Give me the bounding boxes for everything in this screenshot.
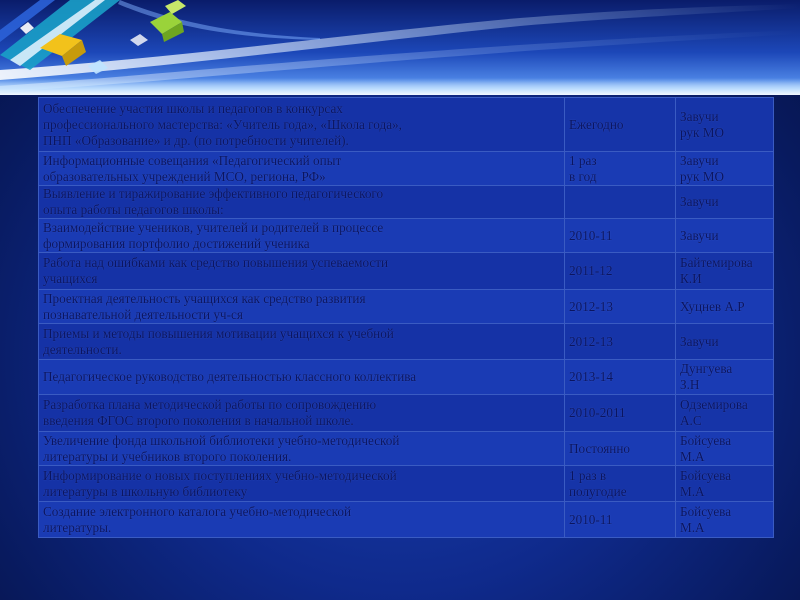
responsible-cell [676, 152, 774, 186]
table-row [39, 502, 774, 538]
responsible-cell-line: Бойсуева [680, 503, 732, 519]
timing-cell [565, 502, 676, 538]
responsible-cell-line: Хуцнев А.Р [680, 298, 745, 314]
table-row [39, 360, 774, 395]
responsible-cell-line: рук МО [680, 124, 724, 140]
activity-cell [39, 360, 565, 395]
responsible-cell [676, 432, 774, 466]
table-row [39, 219, 774, 253]
activity-cell-line: образовательных учреждений МСО, региона, РФ» [43, 168, 326, 184]
activity-cell [39, 290, 565, 324]
responsible-cell-line: Завучи [680, 194, 719, 209]
table-row [39, 432, 774, 466]
activity-cell-line: познавательной деятельности уч-ся [43, 306, 243, 322]
timing-cell [565, 219, 676, 253]
timing-cell-line: 1 раз в [569, 467, 607, 483]
activity-cell [39, 502, 565, 538]
responsible-cell-line: Завучи [680, 227, 719, 243]
responsible-cell-line: К.И [680, 271, 702, 286]
responsible-cell [676, 324, 774, 360]
timing-cell-line: 2012-13 [569, 333, 613, 349]
timing-cell [565, 432, 676, 466]
table-row [39, 324, 774, 360]
activity-cell [39, 395, 565, 432]
activity-cell [39, 466, 565, 502]
timing-cell [565, 253, 676, 290]
activity-cell-line: Информирование о новых поступлениях учебно-методической [43, 467, 397, 483]
timing-cell-line: полугодие [569, 483, 627, 499]
activity-cell-line: деятельности. [43, 341, 122, 357]
activity-cell-line: Создание электронного каталога учебно-методической [43, 503, 352, 519]
timing-cell [565, 186, 676, 219]
activity-cell [39, 324, 565, 360]
activity-cell-line: литературы. [43, 519, 112, 535]
responsible-cell-line: Одземирова [680, 397, 748, 412]
timing-cell [565, 395, 676, 432]
timing-cell [565, 324, 676, 360]
table-row [39, 466, 774, 502]
responsible-cell-line: А.С [680, 413, 702, 428]
activity-cell-line: Разработка плана методической работы по сопровождению [43, 397, 377, 412]
timing-cell [565, 98, 676, 152]
timing-cell-line: 2010-11 [569, 511, 613, 527]
table-row [39, 395, 774, 432]
activity-cell-line: опыта работы педагогов школы: [43, 202, 224, 217]
timing-cell-line: Постоянно [569, 440, 631, 456]
timing-cell-line: в год [569, 168, 597, 184]
table-row [39, 290, 774, 324]
responsible-cell [676, 502, 774, 538]
timing-cell [565, 466, 676, 502]
activity-cell [39, 432, 565, 466]
timing-cell-line: Ежегодно [569, 116, 624, 132]
activity-cell-line: Увеличение фонда школьной библиотеки учебно-методической [43, 432, 400, 448]
activity-cell-line: Выявление и тиражирование эффективного педагогического [43, 186, 384, 201]
responsible-cell-line: Завучи [680, 152, 719, 168]
header-banner [0, 0, 800, 95]
activity-cell-line: литературы в школьную библиотеку [43, 483, 248, 499]
responsible-cell [676, 186, 774, 219]
activity-cell-line: формирования портфолио достижений ученика [43, 235, 310, 251]
responsible-cell [676, 466, 774, 502]
timing-cell [565, 360, 676, 395]
responsible-cell-line: М.А [680, 519, 705, 535]
activity-cell-line: введения ФГОС второго поколения в начальной школе. [43, 413, 354, 428]
responsible-cell-line: Бойсуева [680, 432, 732, 448]
responsible-cell [676, 290, 774, 324]
activity-cell [39, 186, 565, 219]
responsible-cell-line: Бойсуева [680, 467, 732, 483]
responsible-cell [676, 395, 774, 432]
timing-cell-line: 2013-14 [569, 369, 613, 384]
timing-cell-line: 2010-2011 [569, 405, 626, 420]
activity-cell [39, 219, 565, 253]
activity-cell-line: литературы и учебников второго поколения. [43, 448, 292, 464]
table-row [39, 186, 774, 219]
activity-cell-line: Обеспечение участия школы и педагогов в конкурсах [43, 100, 343, 116]
activity-cell-line: ПНП «Образование» и др. (по потребности учителей). [43, 132, 349, 148]
responsible-cell-line: Байтемирова [680, 255, 753, 270]
responsible-cell-line: М.А [680, 483, 705, 499]
activity-cell-line: Информационные совещания «Педагогический опыт [43, 152, 342, 168]
activity-cell [39, 98, 565, 152]
timing-cell [565, 152, 676, 186]
table-row [39, 253, 774, 290]
timing-cell [565, 290, 676, 324]
responsible-cell [676, 98, 774, 152]
activity-cell [39, 152, 565, 186]
responsible-cell-line: Завучи [680, 108, 719, 124]
activity-cell-line: Проектная деятельность учащихся как средство развития [43, 290, 366, 306]
table-row [39, 98, 774, 152]
activity-cell-line: Работа над ошибками как средство повышения успеваемости [43, 255, 389, 270]
activity-cell-line: учащихся [43, 271, 98, 286]
activity-cell-line: Педагогическое руководство деятельностью классного коллектива [43, 369, 417, 384]
activity-cell [39, 253, 565, 290]
timing-cell-line: 2010-11 [569, 227, 613, 243]
responsible-cell [676, 360, 774, 395]
responsible-cell-line: рук МО [680, 168, 724, 184]
responsible-cell-line: Дунгуева [680, 361, 733, 376]
timing-cell-line: 1 раз [569, 152, 597, 168]
plan-table [38, 97, 774, 538]
timing-cell-line: 2011-12 [569, 263, 613, 278]
responsible-cell-line: Завучи [680, 333, 719, 349]
responsible-cell [676, 253, 774, 290]
table-row [39, 152, 774, 186]
responsible-cell-line: З.Н [680, 377, 700, 392]
activity-cell-line: Приемы и методы повышения мотивации учащихся к учебной [43, 325, 394, 341]
timing-cell-line: 2012-13 [569, 298, 613, 314]
banner-glow [0, 78, 800, 95]
responsible-cell [676, 219, 774, 253]
activity-cell-line: профессионального мастерства: «Учитель года», «Школа года», [43, 116, 402, 132]
activity-cell-line: Взаимодействие учеников, учителей и родителей в процессе [43, 219, 384, 235]
responsible-cell-line: М.А [680, 448, 705, 464]
